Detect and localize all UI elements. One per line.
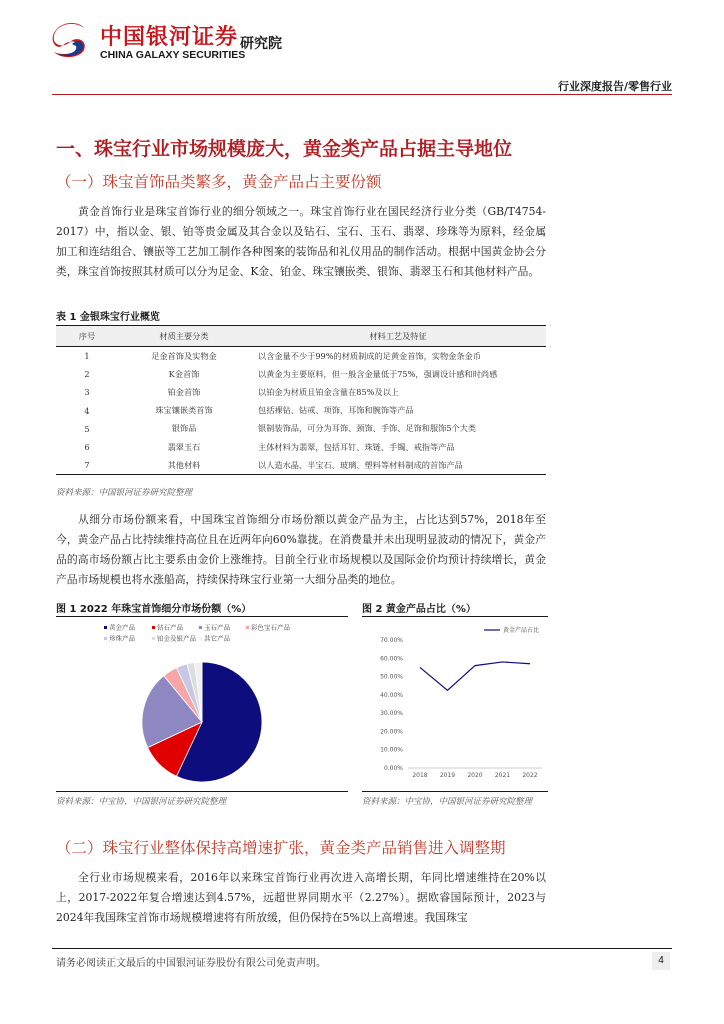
table-cell: 足金首饰及实物金 xyxy=(151,350,217,361)
table-cell: 以含金量不少于99%的材质制成的足黄金首饰，实物金条金币 xyxy=(258,350,481,361)
x-tick-label: 2019 xyxy=(439,772,456,779)
table-row xyxy=(56,347,546,366)
table-cell: 3 xyxy=(84,387,90,398)
market-share-paragraph: 从细分市场份额来看，中国珠宝首饰细分市场份额以黄金产品为主，占比达到57%，2018年至今，黄金产品占比持续维持高位且在近两年向60%靠拢。在消费量并未出现明显波动的情况下，黄金产品的高市场份额占比主要系由金价上涨维持。目前全行业市场规模以及国际金价均预计持续增长，黄金产品市场规模也将水涨船高，持续保持珠宝行业第一大细分品类的地位。 xyxy=(56,513,546,586)
table-row xyxy=(56,456,546,475)
figure2-top-rule xyxy=(362,616,548,617)
table-cell: 翡翠玉石 xyxy=(167,441,201,452)
table-row xyxy=(56,402,546,420)
legend-label: 珍珠产品 xyxy=(109,634,135,643)
table-header: 材质主要分类 xyxy=(118,326,250,347)
y-tick-label: 10.00% xyxy=(380,746,403,754)
table-cell: 其他材料 xyxy=(118,456,250,475)
table-header: 序号 xyxy=(56,326,118,347)
y-tick-label: 20.00% xyxy=(380,728,403,736)
intro-paragraph: 黄金首饰行业是珠宝首饰行业的细分领域之一。珠宝首饰行业在国民经济行业分类（GB/T4754-2017）中，指以金、银、铂等贵金属及其合金以及钻石、宝石、玉石、翡翠、珍珠等为原料，经金属加工和连结组合、镶嵌等工艺加工制作各种图案的装饰品和礼仪用品的制作活动。根据中国黄金协会分类，珠宝首饰按照其材质可以分为足金、K金、铂金、珠宝镶嵌类、银饰、翡翠玉石和其他材料产品。 xyxy=(56,205,546,278)
table-cell: 以铂金为材质且铂金含量在85%及以上 xyxy=(258,386,400,397)
legend-swatch xyxy=(152,626,155,629)
table-cell: 银饰品 xyxy=(171,423,197,434)
series-line xyxy=(420,662,530,690)
figure1-bottom-rule xyxy=(56,791,348,792)
table-cell: 主体材料为翡翠，包括耳钉、珠链、手镯、戒指等产品 xyxy=(258,441,455,452)
subsection-heading: （一）珠宝首饰品类繁多，黄金产品占主要份额 xyxy=(56,173,382,191)
table-cell: 以人造水晶、半宝石、玻璃、塑料等材料制成的首饰产品 xyxy=(250,456,546,475)
footer-divider xyxy=(52,948,672,949)
legend-swatch xyxy=(246,626,249,629)
legend-label: 黄金产品 xyxy=(109,623,135,632)
report-type: 行业深度报告/零售行业 xyxy=(557,80,672,93)
figure1-title: 图 1 2022 年珠宝首饰细分市场份额（%） xyxy=(56,604,252,615)
legend-swatch xyxy=(152,637,155,640)
line-chart xyxy=(362,618,548,790)
y-tick-label: 60.00% xyxy=(380,655,403,663)
x-tick-label: 2020 xyxy=(467,772,483,779)
table-cell: 1 xyxy=(84,351,90,362)
y-tick-label: 0.00% xyxy=(383,765,403,772)
figure1-top-rule xyxy=(56,616,348,617)
table-cell: 以黄金为主要原料，但一般含金量低于75%，强调设计感和时尚感 xyxy=(258,368,498,379)
y-tick-label: 50.00% xyxy=(380,673,403,681)
table-cell: 7 xyxy=(56,456,118,475)
legend-swatch xyxy=(104,626,107,629)
figure2-title: 图 2 黄金产品占比（%） xyxy=(362,604,476,615)
header-divider xyxy=(52,94,672,95)
y-tick-label: 70.00% xyxy=(380,637,403,644)
y-tick-label: 30.00% xyxy=(380,710,403,718)
table-cell: 4 xyxy=(84,405,90,416)
table-header: 材料工艺及特征 xyxy=(250,326,546,347)
figure2-bottom-rule xyxy=(362,791,548,792)
table-title: 表 1 金银珠宝行业概览 xyxy=(56,312,160,323)
subsection-heading-2: （二）珠宝行业整体保持高增速扩张，黄金类产品销售进入调整期 xyxy=(56,839,506,857)
pie-chart xyxy=(56,618,348,790)
brand-name-cn: 中国银河证券 xyxy=(100,25,239,50)
brand-name-en: CHINA GALAXY SECURITIES xyxy=(100,49,246,61)
table-row xyxy=(56,438,546,456)
table-cell: 银制装饰品，可分为耳饰、颈饰、手饰、足饰和服饰5个大类 xyxy=(258,423,477,434)
x-tick-label: 2021 xyxy=(494,772,511,779)
table-cell: 5 xyxy=(84,423,90,434)
growth-paragraph: 全行业市场规模来看，2016年以来珠宝首饰行业再次进入高增长期，年同比增速维持在20%以上，2017-2022年复合增速达到4.57%，远超世界同期水平（2.27%）。据欧睿国际预计，2023与2024年我国珠宝首饰市场规模增速将有所放缓，但仍保持在5%以上高增速。我国珠宝 xyxy=(56,871,546,924)
section-heading: 一、珠宝行业市场规模庞大，黄金类产品占据主导地位 xyxy=(56,138,513,160)
legend-swatch xyxy=(199,626,202,629)
x-tick-label: 2022 xyxy=(522,772,538,779)
table-row xyxy=(56,383,546,401)
x-tick-label: 2018 xyxy=(412,772,428,779)
legend-swatch xyxy=(199,637,202,640)
table-row xyxy=(56,365,546,383)
galaxy-logo-icon xyxy=(48,18,92,62)
legend-label: 钻石产品 xyxy=(157,623,183,632)
table-source: 资料来源：中国银河证券研究院整理 xyxy=(56,488,193,498)
footer-disclaimer: 请务必阅读正文最后的中国银河证券股份有限公司免责声明。 xyxy=(56,958,326,969)
page-number: 4 xyxy=(652,952,670,970)
table-cell: 6 xyxy=(84,442,90,453)
overview-table xyxy=(56,325,546,475)
legend-label: 彩色宝石产品 xyxy=(251,623,290,632)
legend-label: 玉石产品 xyxy=(204,623,230,632)
table-cell: 包括裸钻、钻戒、项饰、耳饰和腕饰等产品 xyxy=(258,405,414,416)
table-cell: 铂金首饰 xyxy=(167,386,201,397)
figure2-source: 资料来源：中宝协，中国银河证券研究院整理 xyxy=(362,797,533,807)
table-cell: K金首饰 xyxy=(168,368,200,379)
figure1-source: 资料来源：中宝协，中国银河证券研究院整理 xyxy=(56,797,227,807)
table-row xyxy=(56,420,546,438)
y-tick-label: 40.00% xyxy=(380,691,403,699)
legend-swatch xyxy=(104,637,107,640)
institute-label: 研究院 xyxy=(240,36,282,52)
legend-label: 其它产品 xyxy=(204,634,230,643)
legend-label: 黄金产品占比 xyxy=(503,627,540,634)
table-cell: 2 xyxy=(84,369,90,380)
table-cell: 珠宝镶嵌类首饰 xyxy=(155,405,213,416)
legend-label: 铂金及银产品 xyxy=(157,634,196,643)
